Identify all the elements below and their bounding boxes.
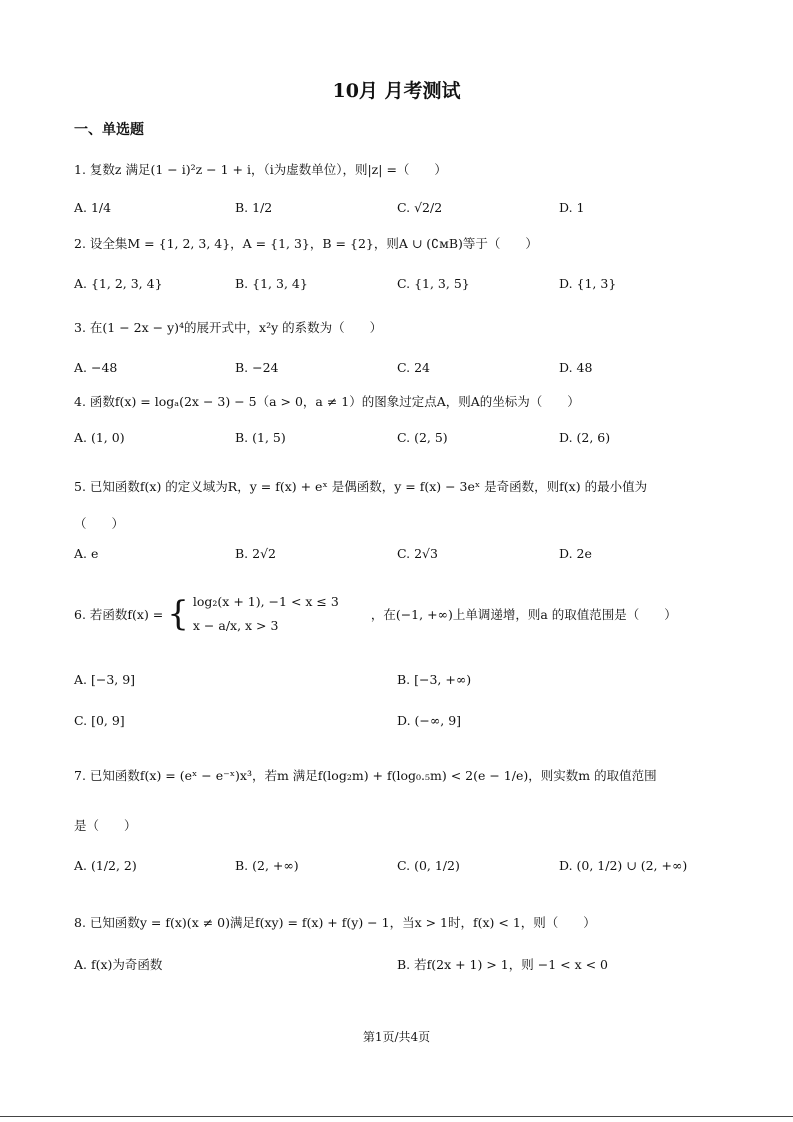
q8-option-b: B. 若f(2x + 1) > 1，则 −1 < x < 0	[397, 957, 609, 972]
q6-option-d: D. (−∞, 9]	[397, 713, 462, 728]
q6-brace: {	[167, 593, 189, 634]
q7-option-a: A. (1/2, 2)	[74, 858, 137, 873]
q5-option-b: B. 2√2	[235, 546, 277, 561]
question-7-continued: 是（ ）	[74, 818, 137, 833]
question-5: 5. 已知函数f(x) 的定义域为R，y = f(x) + eˣ 是偶函数，y = f(x) − 3eˣ 是奇函数，则f(x) 的最小值为	[74, 479, 648, 494]
q3-option-d: D. 48	[559, 360, 593, 375]
question-5-answer-blank: （ ）	[74, 516, 125, 531]
q6-cases	[193, 590, 339, 638]
question-1: 1. 复数z 满足(1 − i)²z − 1 + i，（i为虚数单位），则|z| =（ ）	[74, 162, 447, 177]
q4-option-d: D. (2, 6)	[559, 430, 611, 445]
q5-option-c: C. 2√3	[397, 546, 438, 561]
q4-option-a: A. (1, 0)	[74, 430, 125, 445]
page-title: 10月 月考测试	[332, 80, 461, 102]
q6-option-b: B. [−3, +∞)	[397, 672, 472, 687]
q7-option-c: C. (0, 1/2)	[397, 858, 460, 873]
question-2: 2. 设全集M = {1, 2, 3, 4}，A = {1, 3}，B = {2}，则A ∪ (∁ᴍB)等于（ ）	[74, 236, 538, 251]
q1-option-d: D. 1	[559, 200, 585, 215]
section-heading: 一、单选题	[74, 122, 144, 138]
q2-option-c: C. {1, 3, 5}	[397, 276, 470, 291]
q1-option-a: A. 1/4	[74, 200, 112, 215]
q2-option-b: B. {1, 3, 4}	[235, 276, 308, 291]
q5-option-a: A. e	[74, 546, 99, 561]
q3-option-c: C. 24	[397, 360, 430, 375]
bottom-divider	[0, 1116, 793, 1117]
q6-prefix: 6. 若函数f(x) =	[74, 606, 164, 622]
q4-option-c: C. (2, 5)	[397, 430, 448, 445]
q6-case-2: x − a/x, x > 3	[192, 617, 279, 633]
q2-option-d: D. {1, 3}	[559, 276, 617, 291]
q4-option-b: B. (1, 5)	[235, 430, 286, 445]
q3-option-a: A. −48	[74, 360, 118, 375]
question-8: 8. 已知函数y = f(x)(x ≠ 0)满足f(xy) = f(x) + f(y) − 1，当x > 1时，f(x) < 1，则（ ）	[74, 915, 596, 930]
q1-option-b: B. 1/2	[235, 200, 273, 215]
q7-option-d: D. (0, 1/2) ∪ (2, +∞)	[559, 858, 688, 873]
q7-option-b: B. (2, +∞)	[235, 858, 299, 873]
q2-option-a: A. {1, 2, 3, 4}	[74, 276, 163, 291]
question-7: 7. 已知函数f(x) = (eˣ − e⁻ˣ)x³，若m 满足f(log₂m) + f(log₀.₅m) < 2(e − 1/e)，则实数m 的取值范围	[74, 768, 657, 783]
q8-option-a: A. f(x)为奇函数	[74, 957, 163, 972]
question-6	[74, 590, 677, 638]
question-3: 3. 在(1 − 2x − y)⁴的展开式中，x²y 的系数为（ ）	[74, 320, 383, 335]
page-footer: 第1页/共4页	[362, 1030, 431, 1044]
q3-option-b: B. −24	[235, 360, 279, 375]
q6-option-a: A. [−3, 9]	[74, 672, 136, 687]
q6-case-1: log₂(x + 1), −1 < x ≤ 3	[192, 594, 339, 609]
q6-option-c: C. [0, 9]	[74, 713, 125, 728]
q1-option-c: C. √2/2	[397, 200, 443, 215]
q6-suffix: ，在(−1, +∞)上单调递增，则a 的取值范围是（ ）	[370, 606, 677, 622]
q5-option-d: D. 2e	[559, 546, 592, 561]
question-4: 4. 函数f(x) = logₐ(2x − 3) − 5（a > 0，a ≠ 1）的图象过定点A，则A的坐标为（ ）	[74, 394, 580, 409]
